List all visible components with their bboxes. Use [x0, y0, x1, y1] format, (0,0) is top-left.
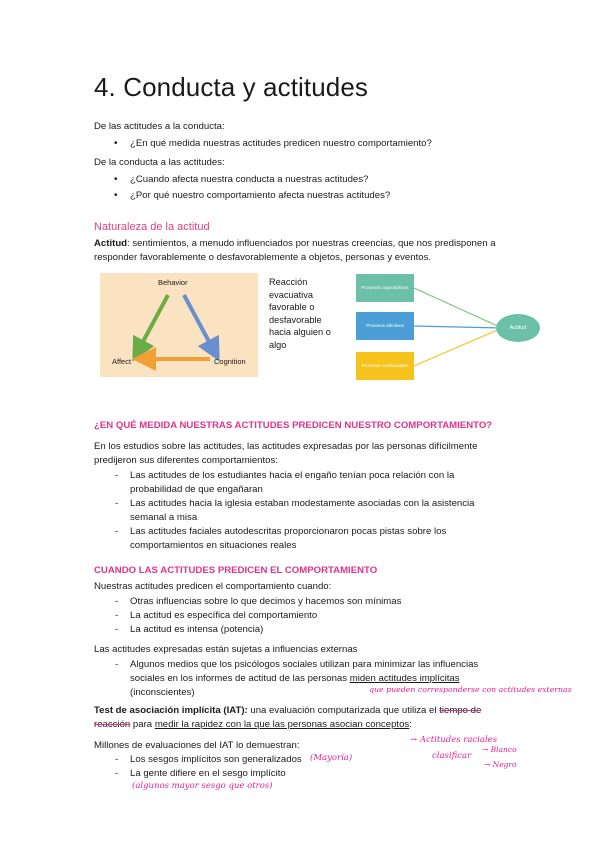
intro-line-1: De las actitudes a la conducta:: [94, 121, 225, 132]
handwritten-note-majority: (Mayoría): [310, 753, 353, 763]
reaction-line: hacia alguien o: [269, 327, 331, 337]
reaction-line: Reacción: [269, 277, 308, 287]
section-2-paragraph-2: Las actitudes expresadas están sujetas a influencias externas: [94, 644, 358, 655]
attitude-node: Actitud: [496, 314, 540, 342]
section-2-item-6: - La gente difiere en el sesgo implícito: [130, 767, 286, 780]
reaction-line: evacuativa: [269, 289, 313, 300]
attitude-definition: : sentimientos, a menudo influenciados por nuestras creencias, que nos predisponen a: [127, 238, 496, 249]
reaction-line: favorable o: [269, 302, 315, 312]
section-2-item-4-line-3: (inconscientes): [130, 687, 195, 698]
section-2-item-3: - La actitud es intensa (potencia): [130, 623, 263, 636]
section-2-paragraph-3: Millones de evaluaciones del IAT lo demuestran:: [94, 740, 300, 751]
nature-heading: Naturaleza de la actitud: [94, 221, 210, 233]
section-1-heading: ¿EN QUÉ MEDIDA NUESTRAS ACTITUDES PREDICEN NUESTRO COMPORTAMIENTO?: [94, 420, 493, 431]
box-affective-processes: Procesos afectivos: [356, 312, 414, 340]
label-behavior: Behavior: [158, 278, 188, 287]
attitude-process-diagram: [350, 270, 530, 382]
section-1-item-3: - Las actitudes faciales autodescritas proporcionaron pocas pistas sobre los: [130, 525, 446, 538]
implicit-attitudes-underlined: miden actitudes implícitas: [349, 673, 460, 684]
section-1-item-2-cont: semanal a misa: [130, 512, 198, 523]
connector-behavioral: [414, 328, 502, 366]
section-1-paragraph-line-1: En los estudios sobre las actitudes, las actitudes expresadas por las personas difícilmente: [94, 441, 478, 452]
iat-underlined: medir la rapidez con la que las personas asocian conceptos: [154, 719, 410, 730]
section-2-item-4-line-2: [130, 672, 460, 685]
iat-definition: una evaluación computarizada que utiliza el: [247, 705, 440, 716]
iat-mid: para: [130, 719, 155, 730]
section-2-item-1: - Otras influencias sobre lo que decimos y hacemos son mínimas: [130, 595, 401, 608]
nature-definition-line-1: [94, 237, 496, 250]
section-1-item-1-cont: probabilidad de que engañaran: [130, 484, 263, 495]
attitude-term: Actitud: [94, 238, 128, 249]
label-affect: Affect: [112, 357, 132, 366]
connector-affective: [414, 326, 502, 328]
iat-definition-line-2: [94, 718, 412, 731]
section-1-paragraph-line-2: predijeron sus diferentes comportamientos:: [94, 455, 278, 466]
reaction-line: algo: [269, 339, 287, 350]
handwritten-note-white: → Blanco: [482, 745, 517, 754]
intro-bullet-2: • ¿Cuando afecta nuestra conducta a nuestras actitudes?: [130, 173, 368, 186]
label-cognition: Cognition: [214, 357, 246, 366]
iat-strike-2: reacción: [94, 719, 131, 730]
section-2-heading: CUANDO LAS ACTITUDES PREDICEN EL COMPORTAMIENTO: [94, 565, 378, 576]
connector-cognitive: [414, 288, 502, 328]
reaction-description: [269, 276, 331, 351]
handwritten-note-black: → Negro: [484, 760, 517, 769]
section-1-item-1: - Las actitudes de los estudiantes hacia el engaño tenían poca relación con la: [130, 469, 454, 482]
handwritten-note-classify: clasificar: [432, 751, 472, 761]
handwritten-note-external: que pueden corresponderse con actitudes externas: [369, 685, 572, 694]
iat-end: :: [409, 719, 412, 730]
section-2-item-5: - Los sesgos implícitos son generalizados: [130, 753, 302, 766]
iat-strike-1: tiempo de: [439, 705, 482, 716]
intro-line-2: De la conducta a las actitudes:: [94, 157, 225, 168]
box-behavioral-processes: Procesos conductuales: [356, 352, 414, 380]
section-1-item-2: - Las actitudes hacia la iglesia estaban modestamente asociadas con la asistencia: [130, 497, 475, 510]
iat-term: Test de asociación implícita (IAT):: [94, 705, 248, 716]
page-title: 4. Conducta y actitudes: [94, 72, 369, 102]
handwritten-note-racial: → Actitudes raciales: [410, 735, 498, 745]
intro-bullet-3: • ¿Por qué nuestro comportamiento afecta nuestras actitudes?: [130, 189, 390, 202]
section-1-item-3-cont: comportamientos en situaciones reales: [130, 540, 297, 551]
section-2-item-4: - Algunos medios que los psicólogos sociales utilizan para minimizar las influencias: [130, 658, 478, 671]
intro-bullet-1: • ¿En qué medida nuestras actitudes predicen nuestro comportamiento?: [130, 137, 432, 150]
handwritten-note-bias: (algunos mayor sesgo que otros): [132, 781, 273, 791]
box-cognitive-processes: Procesos cognoscitivos: [356, 274, 414, 302]
section-2-item-4-text: sociales en los informes de actitud de las personas: [130, 673, 350, 684]
iat-definition-line-1: [94, 704, 481, 717]
section-2-paragraph-1: Nuestras actitudes predicen el comportamiento cuando:: [94, 581, 332, 592]
nature-definition-line-2: responder favorablemente o desfavorablemente a objetos, personas y eventos.: [94, 252, 432, 263]
reaction-line: desfavorable: [269, 314, 322, 325]
abc-triangle-diagram: [100, 273, 258, 377]
section-2-item-2: - La actitud es específica del comportamiento: [130, 609, 317, 622]
